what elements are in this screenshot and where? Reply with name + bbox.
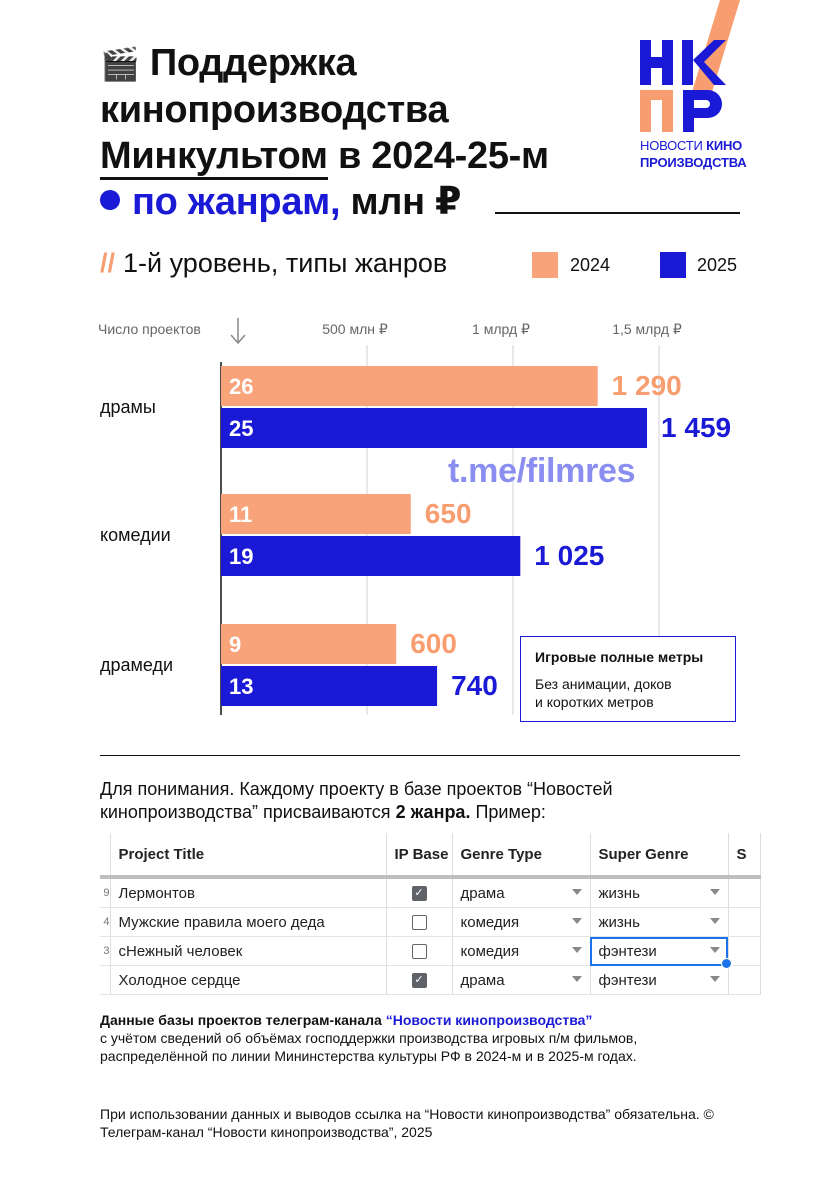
dropdown-arrow-icon[interactable] xyxy=(572,918,582,924)
bullet-dot-icon xyxy=(100,190,120,210)
footer-channel-link[interactable]: “Новости кинопроизводства” xyxy=(385,1012,593,1028)
title-rule xyxy=(495,212,740,214)
bar-count-label: 9 xyxy=(229,632,242,657)
cell-genre-type[interactable]: драма xyxy=(452,877,590,908)
row-number: 3 xyxy=(100,937,110,966)
x-tick-label: 1 млрд ₽ xyxy=(472,321,530,337)
dropdown-arrow-icon[interactable] xyxy=(572,976,582,982)
cell-next-column[interactable] xyxy=(728,937,760,966)
legend-label-2024: 2024 xyxy=(570,255,611,275)
dropdown-arrow-icon[interactable] xyxy=(572,947,582,953)
x-tick-label: 500 млн ₽ xyxy=(322,321,388,337)
legend-swatch-2025 xyxy=(660,252,686,278)
column-header-super-genre[interactable]: Super Genre xyxy=(590,833,728,877)
title-unit: млн ₽ xyxy=(340,181,462,223)
title-years: в 2024-25-м xyxy=(327,135,549,177)
title-ministry: Минкультом xyxy=(100,135,328,180)
column-header-project-title[interactable]: Project Title xyxy=(110,833,386,877)
column-header-ip-base[interactable]: IP Base xyxy=(386,833,452,877)
category-label: комедии xyxy=(100,525,171,545)
cell-project-title[interactable]: Мужские правила моего деда xyxy=(110,908,386,937)
info-box-line-1: Без анимации, доков xyxy=(535,676,672,692)
logo-shape xyxy=(662,90,673,132)
category-label: драмеди xyxy=(100,655,174,675)
bar-2024 xyxy=(221,366,598,406)
bar-count-label: 19 xyxy=(229,544,254,569)
dropdown-arrow-icon[interactable] xyxy=(572,889,582,895)
column-header-genre-type[interactable]: Genre Type xyxy=(452,833,590,877)
footer-source xyxy=(100,1011,740,1065)
cell-super-genre[interactable]: фэнтези xyxy=(590,966,728,995)
bar-value-label: 1 459 xyxy=(661,412,732,443)
table-row[interactable] xyxy=(100,908,760,937)
bar-value-label: 650 xyxy=(424,498,472,529)
cell-ip-base[interactable] xyxy=(386,877,452,908)
info-box-title: Игровые полные метры xyxy=(535,649,704,665)
bar-value-label: 740 xyxy=(451,670,498,701)
checkbox-unchecked-icon[interactable] xyxy=(412,944,427,959)
logo-caption xyxy=(640,137,750,171)
cell-ip-base[interactable] xyxy=(386,966,452,995)
dropdown-arrow-icon[interactable] xyxy=(710,947,720,953)
bar-count-label: 11 xyxy=(229,502,253,527)
info-box-line-2: и коротких метров xyxy=(535,694,654,710)
cell-super-genre[interactable]: жизнь xyxy=(590,877,728,908)
checkbox-checked-icon[interactable]: ✓ xyxy=(412,886,427,901)
cell-project-title[interactable]: сНежный человек xyxy=(110,937,386,966)
double-slash-icon: // xyxy=(100,248,116,278)
cell-project-title[interactable]: Лермонтов xyxy=(110,877,386,908)
explanation-part-2: Пример: xyxy=(470,802,546,822)
row-number-header xyxy=(100,833,110,877)
cell-next-column[interactable] xyxy=(728,877,760,908)
footer-body: с учётом сведений об объёмах господдержки производства игровых п/м фильмов, распределённой по линии Мининстерства культуры РФ в 2024-м и в 2025-м годах. xyxy=(100,1030,638,1064)
title-line-2: кинопроизводства xyxy=(100,89,449,131)
table-row[interactable] xyxy=(100,966,760,995)
cell-genre-type[interactable]: комедия xyxy=(452,908,590,937)
logo-word-kino: КИНО xyxy=(706,138,743,153)
title-by-genre: по жанрам, xyxy=(132,181,341,223)
bar-2025 xyxy=(221,536,520,576)
explanation-bold: 2 жанра. xyxy=(395,802,471,822)
footer-lead: Данные базы проектов телеграм-канала xyxy=(100,1012,386,1028)
clapperboard-icon: 🎬 xyxy=(100,46,140,82)
table-header-row xyxy=(100,833,760,877)
checkbox-unchecked-icon[interactable] xyxy=(412,915,427,930)
logo-word-production: ПРОИЗВОДСТВА xyxy=(640,155,747,170)
bar-value-label: 1 025 xyxy=(534,540,605,571)
dropdown-arrow-icon[interactable] xyxy=(710,918,720,924)
legend-label-2025: 2025 xyxy=(697,255,738,275)
bar-count-label: 13 xyxy=(229,674,254,699)
logo-word-news: НОВОСТИ xyxy=(640,138,707,153)
row-number: 9 xyxy=(100,877,110,908)
x-tick-label: 1,5 млрд ₽ xyxy=(612,321,682,337)
subtitle-text: 1-й уровень, типы жанров xyxy=(123,248,448,278)
dropdown-arrow-icon[interactable] xyxy=(710,976,720,982)
cell-super-genre[interactable]: жизнь xyxy=(590,908,728,937)
cell-project-title[interactable]: Холодное сердце xyxy=(110,966,386,995)
info-box xyxy=(520,636,736,722)
bar-value-label: 1 290 xyxy=(611,370,682,401)
table-row[interactable] xyxy=(100,877,760,908)
row-number: 4 xyxy=(100,908,110,937)
bar-count-label: 26 xyxy=(229,374,254,399)
footer-notice: При использовании данных и выводов ссылка на “Новости кинопроизводства” обязательна. © Телеграм-канал “Новости кинопроизводства”, 2025 xyxy=(100,1106,714,1140)
explanation-text xyxy=(100,778,720,824)
column-header-next[interactable]: S xyxy=(728,833,760,877)
cell-next-column[interactable] xyxy=(728,908,760,937)
bar-2025 xyxy=(221,408,647,448)
watermark: t.me/filmres xyxy=(448,452,636,490)
cell-genre-type[interactable]: драма xyxy=(452,966,590,995)
bar-2024 xyxy=(221,624,396,664)
category-label: драмы xyxy=(100,397,156,417)
cell-genre-type[interactable]: комедия xyxy=(452,937,590,966)
logo-shape xyxy=(682,40,693,85)
cell-ip-base[interactable] xyxy=(386,908,452,937)
logo-shape xyxy=(662,40,673,85)
legend-swatch-2024 xyxy=(532,252,558,278)
title-line-1: Поддержка xyxy=(149,42,357,84)
divider xyxy=(100,755,740,756)
spreadsheet xyxy=(100,833,747,989)
explanation-part-1: Для понимания. Каждому проекту в базе проектов “Новостей кинопроизводства” присваиваются xyxy=(100,779,613,822)
table-row[interactable] xyxy=(100,937,760,966)
dropdown-arrow-icon[interactable] xyxy=(710,889,720,895)
cell-super-genre[interactable]: фэнтези xyxy=(590,937,728,966)
cell-next-column[interactable] xyxy=(728,966,760,995)
page-title xyxy=(100,40,620,225)
bar-count-label: 25 xyxy=(229,416,254,441)
checkbox-checked-icon[interactable]: ✓ xyxy=(412,973,427,988)
count-axis-label: Число проектов xyxy=(98,321,201,337)
bar-value-label: 600 xyxy=(410,628,457,659)
row-number xyxy=(100,966,110,995)
subtitle xyxy=(100,248,447,279)
cell-ip-base[interactable] xyxy=(386,937,452,966)
